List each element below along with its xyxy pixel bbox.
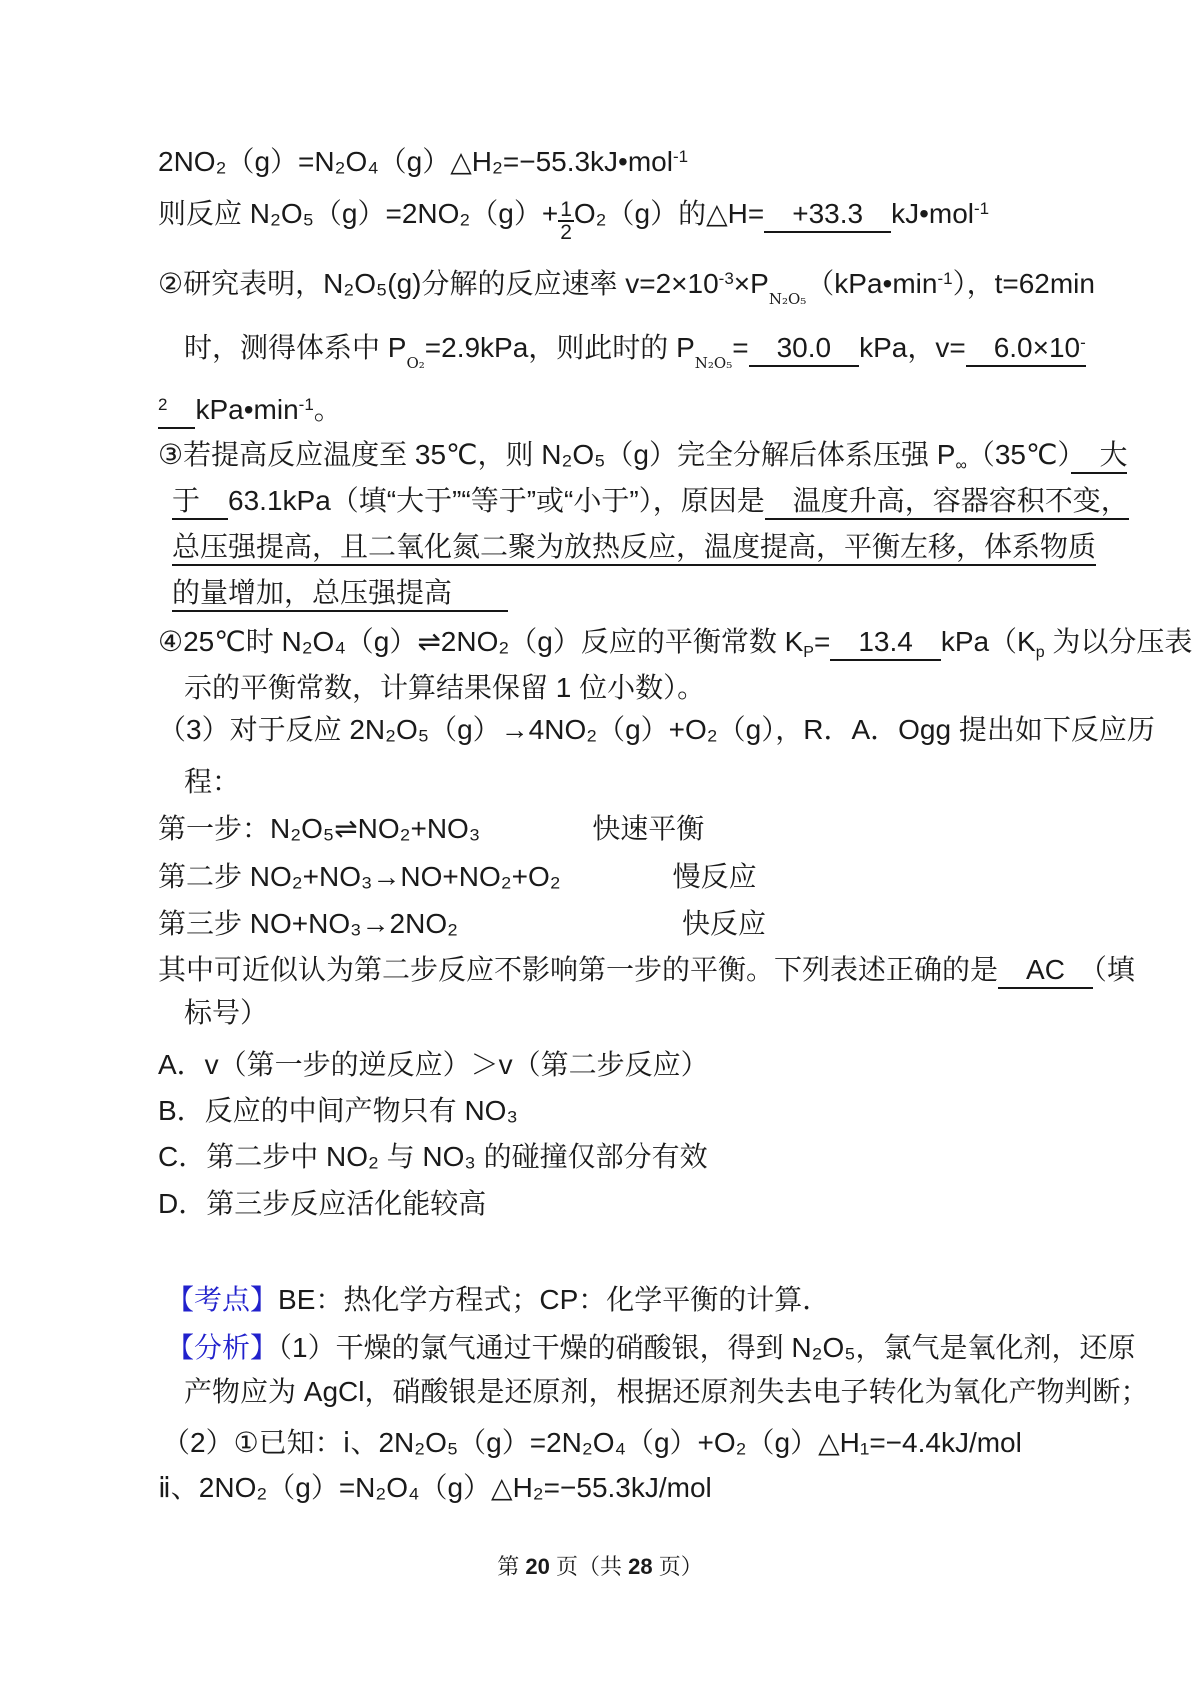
pressure-subscript-n2o5: N₂O₅ [694, 354, 733, 372]
answer-blank-kp: 13.4 [830, 626, 941, 661]
option-c [158, 1140, 708, 1174]
kp-subscript: P [803, 644, 814, 661]
reaction-text: 则反应 N₂O₅（g）=2NO₂（g）+ [158, 198, 559, 229]
question-text-line [184, 671, 705, 705]
question-text: ②研究表明，N₂O₅(g)分解的反应速率 v=2×10 [158, 268, 719, 299]
analysis-known-i [162, 1426, 1022, 1460]
analysis-label: 【分析】 [166, 1332, 279, 1363]
total-pages: 28 [628, 1554, 653, 1579]
question-text: （填 [1092, 954, 1135, 985]
answer-continuation-line [158, 388, 342, 427]
unit-text: kPa•min [195, 394, 299, 425]
page-footer [0, 1550, 1200, 1581]
footer-text: 页（共 [549, 1554, 629, 1579]
fraction-numerator: 1 [560, 197, 572, 221]
mechanism-step-1 [158, 812, 704, 846]
question-text: ④25℃时 N₂O₄（g）⇌2NO₂（g）反应的平衡常数 K [158, 626, 804, 657]
option-text: D．第三步反应活化能较高 [158, 1188, 487, 1219]
option-a [158, 1048, 709, 1082]
question-text-line [184, 765, 240, 799]
step-text: 第一步：N₂O₅⇌NO₂+NO₃ 快速平衡 [158, 813, 705, 844]
question-text: 时，测得体系中 P [184, 332, 407, 363]
question-choice-line [158, 953, 1135, 987]
pressure-subscript-infinity: ∞ [955, 457, 967, 474]
question-kp-line [158, 625, 1192, 670]
question-text: 其中可近似认为第二步反应不影响第一步的平衡。下列表述正确的是 [158, 954, 999, 985]
pressure-subscript-n2o5: N₂O₅ [768, 290, 807, 308]
mechanism-step-3 [158, 907, 766, 941]
question-text: 63.1kPa（填“大于”“等于”或“小于”），原因是 [228, 485, 765, 516]
option-text: A．v（第一步的逆反应）＞v（第二步反应） [158, 1049, 709, 1080]
reaction-enthalpy-line [158, 192, 989, 243]
question-text: 示的平衡常数，计算结果保留 1 位小数）。 [184, 672, 706, 703]
answer-blank-compare: 大 [1071, 439, 1127, 474]
exponent: -1 [298, 395, 314, 414]
topic-label: 【考点】 [166, 1284, 279, 1315]
step-text: 第二步 NO₂+NO₃→NO+NO₂+O₂ 慢反应 [158, 861, 757, 892]
underline-space [167, 394, 195, 425]
answer-blank-choice: AC [998, 954, 1093, 989]
fraction-denominator: 2 [560, 221, 572, 244]
fraction-one-half [558, 199, 574, 244]
question-text: ③若提高反应温度至 35℃，则 N₂O₅（g）完全分解后体系压强 P [158, 439, 956, 470]
question-text: ），t=62min [952, 268, 1095, 299]
answer-reason-line [172, 530, 1096, 564]
step-text: 第三步 NO+NO₃→2NO₂ 快反应 [158, 908, 766, 939]
question-text: = [732, 332, 749, 363]
topic-line [166, 1283, 830, 1317]
footer-text: 第 [497, 1554, 526, 1579]
option-d [158, 1187, 486, 1221]
exponent: -1 [974, 199, 990, 218]
question-3-intro-line [158, 713, 1155, 747]
question-temperature-line [158, 438, 1127, 483]
topic-text: BE：热化学方程式；CP：化学平衡的计算． [278, 1284, 831, 1315]
answer-blank-pressure: 30.0 [749, 332, 860, 367]
analysis-text: （1）干燥的氯气通过干燥的硝酸银，得到 N₂O₅，氯气是氧化剂，还原 [278, 1332, 1136, 1363]
pressure-subscript-o2: O₂ [406, 354, 425, 372]
exponent: - [1080, 333, 1086, 352]
exponent: -1 [672, 147, 689, 166]
question-rate-law-line [158, 262, 1095, 316]
exponent: 2 [158, 395, 168, 414]
question-text: （3）对于反应 2N₂O₅（g）→4NO₂（g）+O₂（g），R．A．Ogg 提出如下反应历 [158, 714, 1155, 745]
answer-reason-text: 总压强提高，且二氧化氮二聚为放热反应，温度提高，平衡左移，体系物质 [172, 531, 1096, 566]
analysis-line [166, 1331, 1136, 1365]
question-text: ×P [733, 268, 769, 299]
mechanism-step-2 [158, 860, 757, 894]
question-text: 标号） [184, 997, 269, 1028]
analysis-known-ii [158, 1471, 712, 1505]
question-text-line [184, 996, 268, 1030]
answer-reason-text: 的量增加，总压强提高 [172, 577, 508, 612]
equation-no2-dimerization [158, 140, 688, 179]
option-text: C．第二步中 NO₂ 与 NO₃ 的碰撞仅部分有效 [158, 1141, 708, 1172]
answer-value: 6.0×10 [965, 332, 1081, 363]
analysis-text: 产物应为 AgCl，硝酸银是还原剂，根据还原剂失去电子转化为氧化产物判断； [184, 1376, 1149, 1407]
analysis-text: （2）①已知：ⅰ、2N₂O₅（g）=2N₂O₄（g）+O₂（g）△H₁=−4.4kJ/mol [162, 1427, 1022, 1458]
question-pressure-line [184, 326, 1086, 380]
answer-reason-line [172, 484, 1129, 518]
answer-blank-delta-h: +33.3 [764, 198, 891, 233]
question-text: kPa（K [940, 626, 1036, 657]
answer-reason-line [172, 576, 508, 610]
exponent: -1 [937, 269, 953, 288]
answer-blank-compare: 于 [172, 485, 228, 520]
answer-blank-exponent [158, 394, 195, 429]
answer-blank-rate [966, 332, 1086, 367]
footer-text: 页） [652, 1554, 703, 1579]
analysis-line [184, 1375, 1148, 1409]
equation-text: 2NO₂（g）=N₂O₄（g）△H₂=−55.3kJ•mol [158, 146, 673, 177]
question-text: kPa，v= [859, 332, 966, 363]
answer-reason-text: 温度升高，容器容积不变， [765, 485, 1129, 520]
question-text: 程： [184, 766, 241, 797]
question-text: 为以分压表 [1044, 626, 1193, 657]
question-text: = [813, 626, 831, 657]
analysis-text: ⅱ、2NO₂（g）=N₂O₄（g）△H₂=−55.3kJ/mol [158, 1472, 712, 1503]
kp-subscript: p [1035, 644, 1045, 661]
option-b [158, 1094, 518, 1128]
exponent: -3 [718, 269, 734, 288]
question-text: （kPa•min [806, 268, 938, 299]
option-text: B．反应的中间产物只有 NO₃ [158, 1095, 518, 1126]
unit-text: 。 [313, 394, 342, 425]
page-number: 20 [525, 1554, 550, 1579]
question-text: （35℃） [966, 439, 1072, 470]
question-text: =2.9kPa，则此时的 P [424, 332, 695, 363]
unit-text: kJ•mol [891, 198, 975, 229]
reaction-text: O₂（g）的△H= [573, 198, 765, 229]
